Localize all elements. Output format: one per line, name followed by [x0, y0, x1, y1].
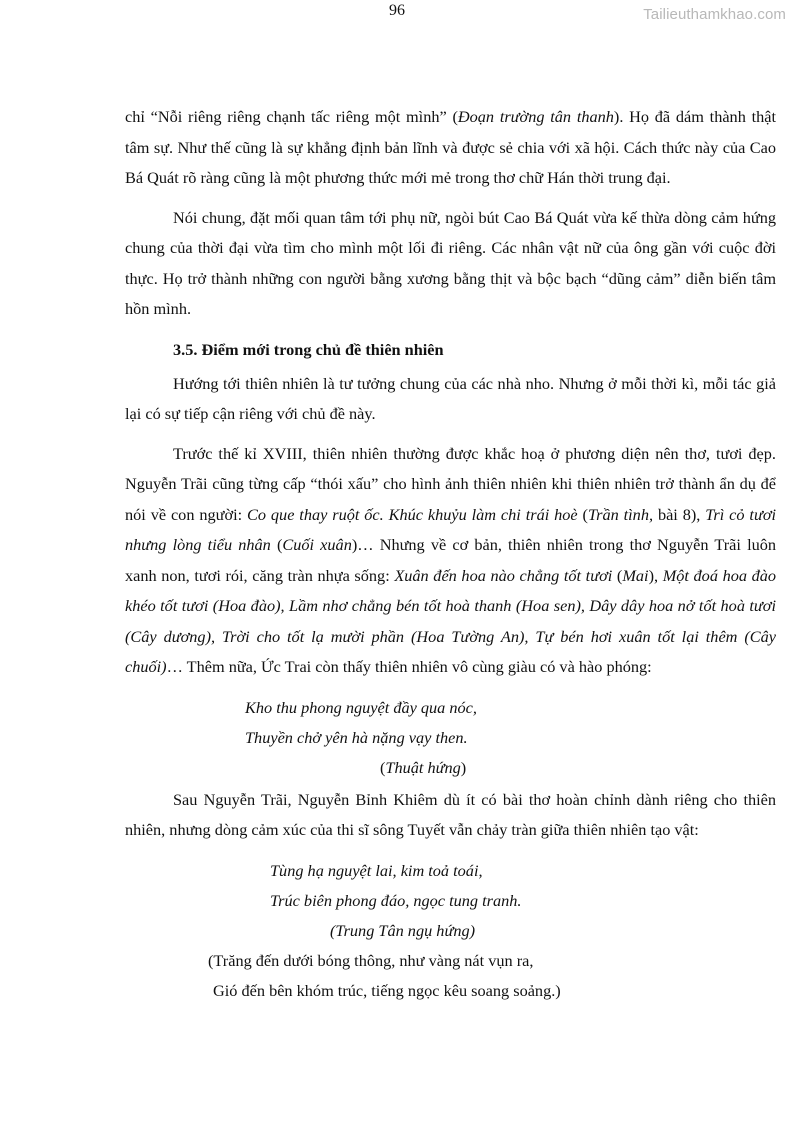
- paragraph-2: Nói chung, đặt mối quan tâm tới phụ nữ, ngòi bút Cao Bá Quát vừa kế thừa dòng cảm hứng chung của thời đại vừa tìm cho mình một lối đi riêng. Các nhân vật nữ của ông gần với cuộc đời thực. Họ trở thành những con người bằng xương bằng thịt và bộc bạch “dũng cảm” diễn biến tâm hồn mình.: [125, 207, 776, 318]
- document-body: [125, 102, 776, 1006]
- paragraph-3: Hướng tới thiên nhiên là tư tưởng chung của các nhà nho. Nhưng ở mỗi thời kì, mỗi tác giả lại có sự tiếp cận riêng với chủ đề này.: [125, 373, 776, 423]
- verse-line: Trúc biên phong đáo, ngọc tung tranh.: [270, 890, 522, 910]
- verse-thuat-hung: [125, 693, 776, 783]
- verse-source: (Thuật hứng): [380, 757, 467, 777]
- page-number: 96: [389, 2, 405, 19]
- watermark: Tailieuthamkhao.com: [643, 6, 786, 23]
- verse-trung-tan-ngu-hung: [125, 856, 776, 1006]
- verse-line: Tùng hạ nguyệt lai, kim toả toái,: [270, 860, 483, 880]
- paragraph-5: Sau Nguyễn Trãi, Nguyễn Bỉnh Khiêm dù ít có bài thơ hoàn chỉnh dành riêng cho thiên nhiên, nhưng dòng cảm xúc của thi sĩ sông Tuyết vẫn chảy tràn giữa thiên nhiên tạo vật:: [125, 789, 776, 839]
- section-heading: 3.5. Điểm mới trong chủ đề thiên nhiên: [173, 339, 444, 359]
- translation-line: Gió đến bên khóm trúc, tiếng ngọc kêu soang soảng.): [213, 980, 561, 1000]
- verse-line: Thuyền chở yên hà nặng vạy then.: [245, 727, 468, 747]
- verse-source: (Trung Tân ngụ hứng): [330, 920, 476, 940]
- paragraph-1: chỉ “Nỗi riêng riêng chạnh tấc riêng một mình” (Đoạn trường tân thanh). Họ đã dám thành thật tâm sự. Như thế cũng là sự khẳng định bản lĩnh và được sẻ chia với xã hội. Cách thức này của Cao Bá Quát rõ ràng cũng là một phương thức mới mẻ trong thơ chữ Hán thời trung đại.: [125, 107, 776, 187]
- paragraph-4: Trước thế kỉ XVIII, thiên nhiên thường được khắc hoạ ở phương diện nên thơ, tươi đẹp. Nguyễn Trãi cũng từng cấp “thói xấu” cho hình ảnh thiên nhiên khi thiên nhiên trở thành ẩn dụ để nói về con người: Co que thay ruột ốc. Khúc khuỷu làm chi trái hoè (Trần tình, bài 8), Trì cỏ tươi nhưng lòng tiểu nhân (Cuối xuân)… Nhưng về cơ bản, thiên nhiên trong thơ Nguyễn Trãi luôn xanh non, tươi rói, căng tràn nhựa sống: Xuân đến hoa nào chẳng tốt tươi (Mai), Một đoá hoa đào khéo tốt tươi (Hoa đào), Lầm nhơ chẳng bén tốt hoà thanh (Hoa sen), Dây dây hoa nở tốt hoà tươi (Cây dương), Trời cho tốt lạ mười phần (Hoa Tường An), Tự bén hơi xuân tốt lại thêm (Cây chuối)… Thêm nữa, Ức Trai còn thấy thiên nhiên vô cùng giàu có và hào phóng:: [125, 443, 777, 676]
- verse-line: Kho thu phong nguyệt đầy qua nóc,: [245, 697, 477, 717]
- translation-line: (Trăng đến dưới bóng thông, như vàng nát vụn ra,: [208, 950, 534, 970]
